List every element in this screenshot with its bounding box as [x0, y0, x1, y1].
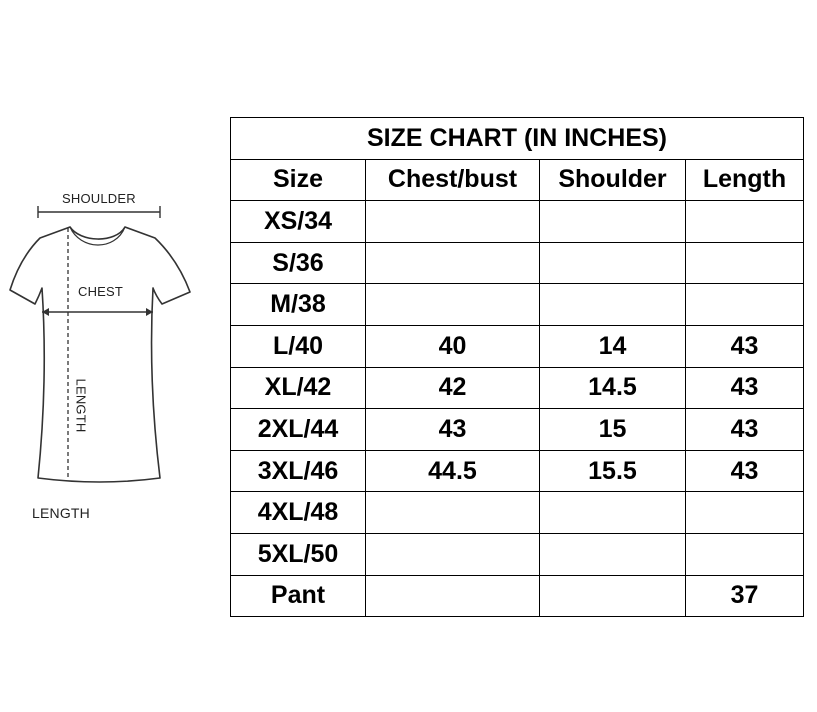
shoulder-label: SHOULDER	[62, 191, 136, 206]
t-shirt-icon	[0, 180, 210, 540]
table-row	[231, 450, 804, 492]
size-cell: 5XL/50	[231, 533, 366, 575]
length-cell	[686, 284, 804, 326]
header-size: Size	[231, 159, 366, 201]
length-cell: 43	[686, 325, 804, 367]
size-cell: 2XL/44	[231, 409, 366, 451]
chest-bust-cell	[366, 492, 540, 534]
shoulder-cell: 14	[540, 325, 686, 367]
shoulder-cell	[540, 575, 686, 617]
table-row	[231, 575, 804, 617]
size-cell: Pant	[231, 575, 366, 617]
length-cell	[686, 201, 804, 243]
chest-bust-cell	[366, 575, 540, 617]
size-cell: XL/42	[231, 367, 366, 409]
shoulder-cell	[540, 242, 686, 284]
chest-bust-cell: 43	[366, 409, 540, 451]
chest-bust-cell	[366, 242, 540, 284]
size-cell: 3XL/46	[231, 450, 366, 492]
garment-diagram	[0, 180, 210, 540]
length-cell	[686, 492, 804, 534]
length-label-bottom: LENGTH	[32, 505, 90, 521]
shoulder-cell: 15	[540, 409, 686, 451]
table-row	[231, 409, 804, 451]
shoulder-cell: 15.5	[540, 450, 686, 492]
table-row	[231, 533, 804, 575]
shoulder-cell	[540, 284, 686, 326]
chest-bust-cell	[366, 201, 540, 243]
length-cell: 37	[686, 575, 804, 617]
table-row	[231, 284, 804, 326]
header-chest-bust: Chest/bust	[366, 159, 540, 201]
shoulder-cell	[540, 492, 686, 534]
size-cell: 4XL/48	[231, 492, 366, 534]
table-row	[231, 367, 804, 409]
size-cell: XS/34	[231, 201, 366, 243]
size-cell: M/38	[231, 284, 366, 326]
length-cell: 43	[686, 450, 804, 492]
table-row	[231, 325, 804, 367]
header-length: Length	[686, 159, 804, 201]
header-shoulder: Shoulder	[540, 159, 686, 201]
shoulder-cell	[540, 201, 686, 243]
shoulder-cell	[540, 533, 686, 575]
title-row	[231, 118, 804, 160]
table-row	[231, 242, 804, 284]
table-row	[231, 201, 804, 243]
size-chart-table	[230, 117, 804, 617]
header-row	[231, 159, 804, 201]
length-cell: 43	[686, 409, 804, 451]
chest-label: CHEST	[78, 284, 124, 299]
chest-bust-cell	[366, 284, 540, 326]
chest-bust-cell: 42	[366, 367, 540, 409]
length-label-vertical: LENGTH	[73, 378, 89, 433]
length-cell: 43	[686, 367, 804, 409]
chest-bust-cell	[366, 533, 540, 575]
shoulder-cell: 14.5	[540, 367, 686, 409]
table-title: SIZE CHART (IN INCHES)	[231, 118, 804, 160]
size-cell: L/40	[231, 325, 366, 367]
chest-bust-cell: 44.5	[366, 450, 540, 492]
table-row	[231, 492, 804, 534]
size-cell: S/36	[231, 242, 366, 284]
length-cell	[686, 533, 804, 575]
chest-bust-cell: 40	[366, 325, 540, 367]
length-cell	[686, 242, 804, 284]
